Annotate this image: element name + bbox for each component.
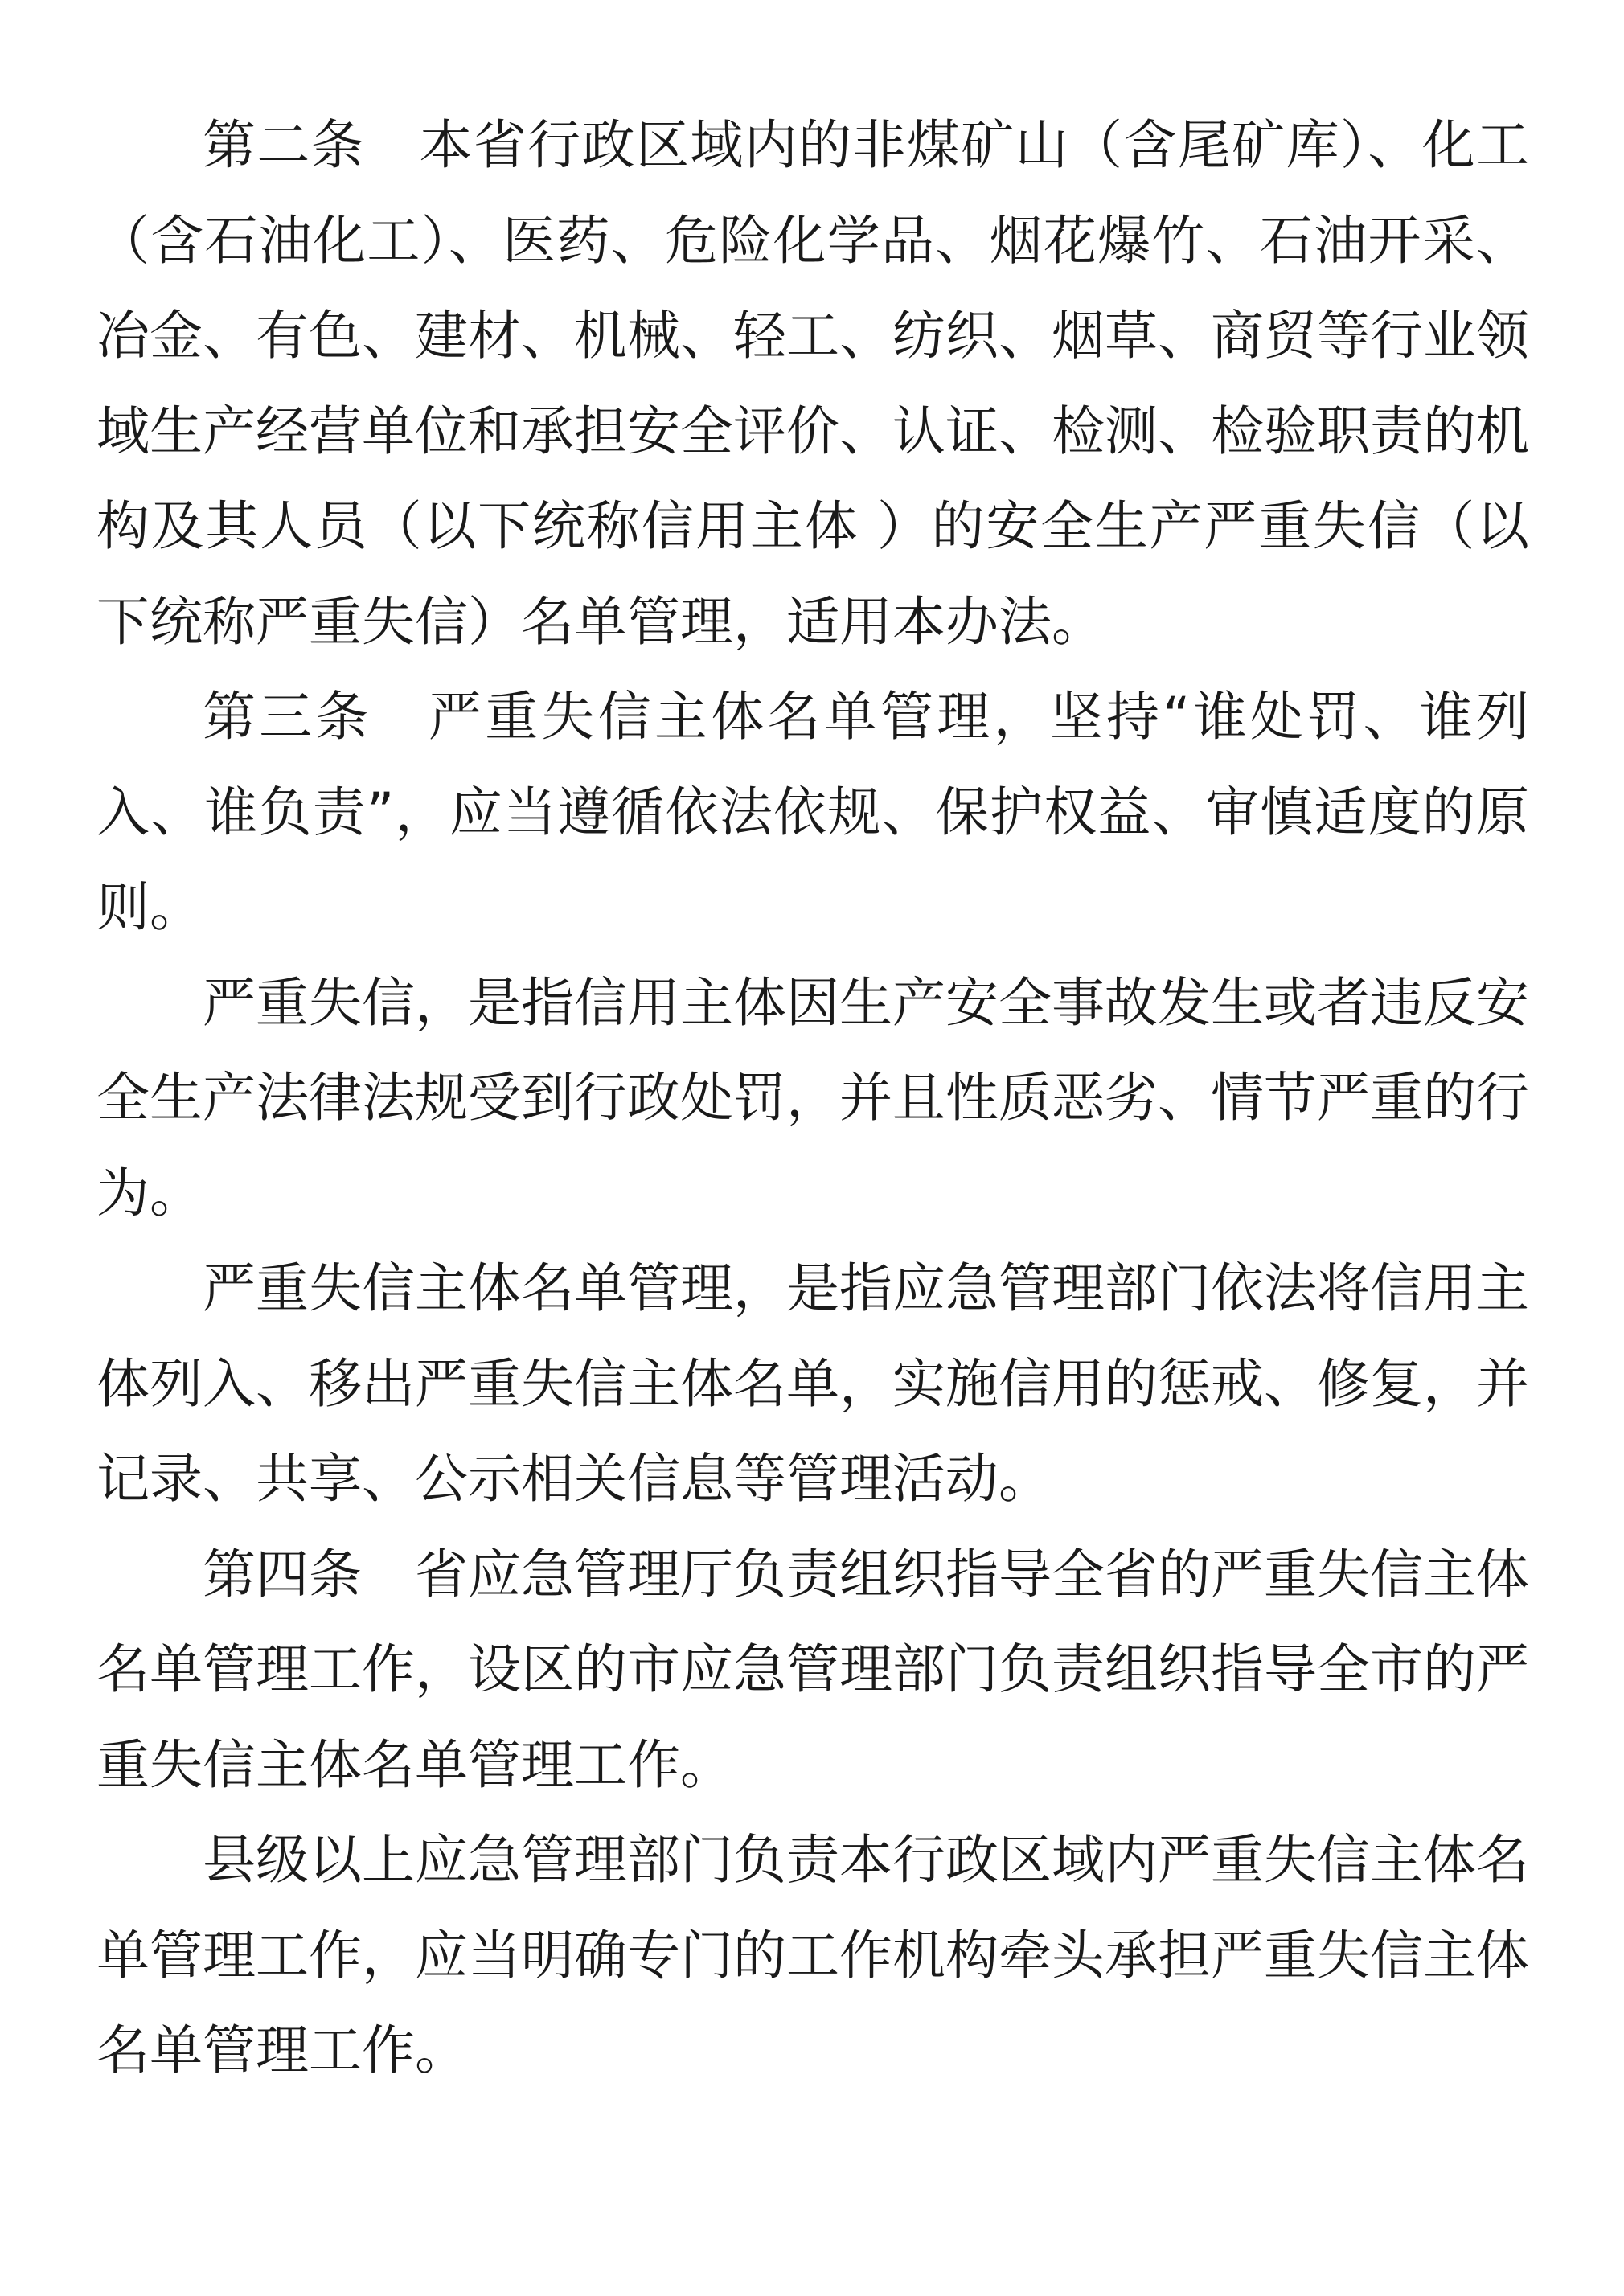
text-line: 重失信主体名单管理工作。 (96, 1733, 733, 1796)
text-line: 第三条 严重失信主体名单管理，坚持“谁处罚、谁列 (203, 686, 1529, 748)
text-line: 第四条 省应急管理厅负责组织指导全省的严重失信主体 (203, 1543, 1529, 1605)
paragraph (96, 98, 1529, 670)
paragraph (96, 670, 1529, 956)
text-line: 构及其人员（以下统称信用主体 ）的安全生产严重失信（以 (96, 495, 1529, 557)
paragraph (96, 1241, 1529, 1527)
text-line: 为。 (96, 1162, 203, 1224)
text-line: 严重失信，是指信用主体因生产安全事故发生或者违反安 (203, 971, 1529, 1034)
text-line: 冶金、有色、建材、机械、轻工、纺织、烟草、商贸等行业领 (96, 305, 1529, 367)
document-body (96, 98, 1529, 2099)
paragraph (96, 1527, 1529, 1814)
paragraph (96, 1813, 1529, 2099)
text-line: 记录、共享、公示相关信息等管理活动。 (96, 1448, 1052, 1510)
text-line: 名单管理工作。 (96, 2019, 468, 2081)
text-line: 县级以上应急管理部门负责本行政区域内严重失信主体名 (203, 1829, 1529, 1891)
text-line: 全生产法律法规受到行政处罚，并且性质恶劣、情节严重的行 (96, 1067, 1529, 1129)
text-line: 单管理工作，应当明确专门的工作机构牵头承担严重失信主体 (96, 1924, 1529, 1986)
text-line: 则。 (96, 876, 203, 938)
text-line: 域生产经营单位和承担安全评价、认证、检测、检验职责的机 (96, 400, 1529, 462)
text-line: 名单管理工作，设区的市应急管理部门负责组织指导全市的严 (96, 1638, 1529, 1700)
text-line: 第二条 本省行政区域内的非煤矿山（含尾矿库）、化工 (203, 114, 1529, 176)
paragraph (96, 956, 1529, 1242)
text-line: （含石油化工）、医药、危险化学品、烟花爆竹、石油开采、 (96, 209, 1529, 272)
text-line: 下统称严重失信）名单管理，适用本办法。 (96, 590, 1105, 653)
text-line: 体列入、移出严重失信主体名单，实施信用的惩戒、修复，并 (96, 1352, 1529, 1415)
text-line: 严重失信主体名单管理，是指应急管理部门依法将信用主 (203, 1257, 1529, 1319)
text-line: 入、谁负责”，应当遵循依法依规、保护权益、审慎适度的原 (96, 781, 1529, 843)
